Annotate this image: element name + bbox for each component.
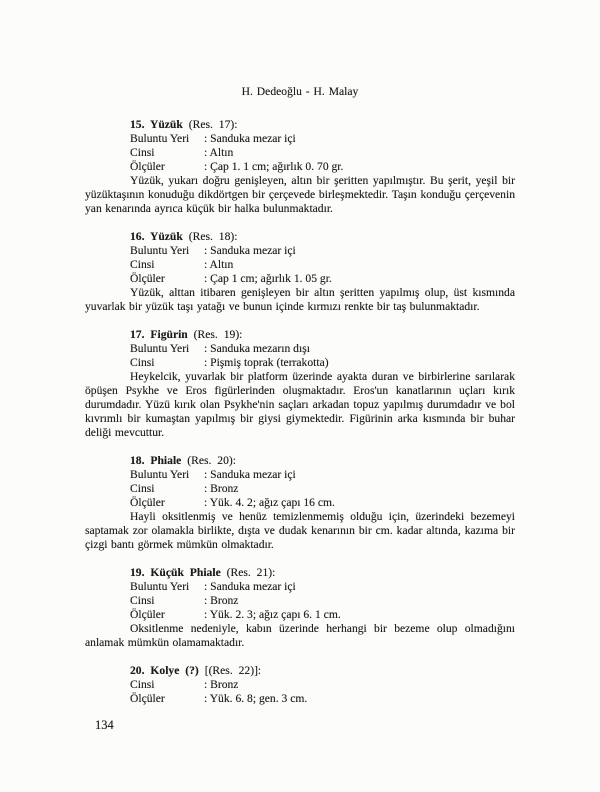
entry-heading	[85, 664, 515, 678]
field-label: Cinsi	[130, 146, 155, 159]
field-value: : Yük. 4. 2; ağız çapı 16 cm.	[204, 496, 335, 509]
field-value: : Altın	[204, 146, 234, 159]
catalog-entry	[85, 454, 515, 552]
field-label: Ölçüler	[130, 608, 165, 621]
catalog-entry	[85, 664, 515, 706]
field-label: Cinsi	[130, 258, 155, 271]
field-value: : Çap 1 cm; ağırlık 1. 05 gr.	[204, 272, 332, 285]
entry-reference: (Res. 18):	[188, 230, 238, 243]
field-label: Ölçüler	[130, 496, 165, 509]
entry-description: Yüzük, alttan itibaren genişleyen bir altın şeritten yapılmış olup, üst kısmında yuvarlak bir yüzük taşı yatağı ve bunun içinde kırmızı renkte bir taş bulunmaktadır.	[85, 286, 515, 313]
field-value: : Sanduka mezarın dışı	[204, 342, 310, 355]
field-label: Ölçüler	[130, 692, 165, 705]
catalog-entry	[85, 328, 515, 440]
field-value: : Sanduka mezar içi	[204, 580, 296, 593]
field-value: : Bronz	[204, 594, 239, 607]
entry-reference: [(Res. 22)]:	[204, 664, 262, 677]
field-label: Ölçüler	[130, 272, 165, 285]
field-value: : Pişmiş toprak (terrakotta)	[204, 356, 329, 369]
field-value: : Sanduka mezar içi	[204, 244, 296, 257]
catalog-entry	[85, 230, 515, 314]
field-label: Cinsi	[130, 356, 155, 369]
field-label: Buluntu Yeri	[130, 244, 190, 257]
entry-title: 17. Figürin	[130, 328, 188, 341]
entry-field-row	[85, 580, 515, 594]
entry-reference: (Res. 19):	[193, 328, 243, 341]
entry-field-row	[85, 496, 515, 510]
entry-heading	[85, 230, 515, 244]
catalog-entry	[85, 566, 515, 650]
entry-description: Hayli oksitlenmiş ve henüz temizlenmemiş olduğu için, üzerindeki bezemeyi saptamak zor olamakla birlikte, dışta ve dudak kenarının bir cm. kadar altında, kazıma bir çizgi bantı görmek mümkün olmaktadır.	[85, 510, 515, 551]
entry-field-row	[85, 482, 515, 496]
entry-description: Heykelcik, yuvarlak bir platform üzerinde ayakta duran ve birbirlerine sarılarak öpüşen Psykhe ve Eros figürlerinden oluşmaktadır. Eros'un kanatlarının uçları kırık durumdadır. Yüzü kırık olan Psykhe'nin saçları arkadan topuz yapılmış durumdadır ve bol kıvrımlı bir kumaştan yapılmış bir giysi giymektedir. Figürinin arka kısmında bir buhar deliği mevcuttur.	[85, 370, 515, 439]
entry-field-row	[85, 160, 515, 174]
entry-title: 18. Phiale	[130, 454, 182, 467]
field-value: : Bronz	[204, 482, 239, 495]
entry-heading	[85, 328, 515, 342]
entry-title: 20. Kolye (?)	[130, 664, 199, 677]
entry-field-row	[85, 132, 515, 146]
field-label: Buluntu Yeri	[130, 468, 190, 481]
entry-field-row	[85, 356, 515, 370]
entry-reference: (Res. 17):	[188, 118, 238, 131]
entry-heading	[85, 454, 515, 468]
field-label: Cinsi	[130, 482, 155, 495]
field-value: : Sanduka mezar içi	[204, 132, 296, 145]
field-label: Buluntu Yeri	[130, 580, 190, 593]
field-label: Buluntu Yeri	[130, 132, 190, 145]
field-value: : Sanduka mezar içi	[204, 468, 296, 481]
entry-field-row	[85, 608, 515, 622]
catalog-entry	[85, 118, 515, 216]
entry-title: 19. Küçük Phiale	[130, 566, 221, 579]
entry-reference: (Res. 21):	[226, 566, 276, 579]
running-header: H. Dedeoğlu - H. Malay	[241, 85, 359, 98]
entry-title: 16. Yüzük	[130, 230, 183, 243]
field-label: Ölçüler	[130, 160, 165, 173]
entry-description: Oksitlenme nedeniyle, kabın üzerinde herhangi bir bezeme olup olmadığını anlamak mümkün olamamaktadır.	[85, 622, 515, 649]
field-value: : Bronz	[204, 678, 239, 691]
field-value: : Çap 1. 1 cm; ağırlık 0. 70 gr.	[204, 160, 344, 173]
entry-field-row	[85, 272, 515, 286]
field-label: Cinsi	[130, 678, 155, 691]
entry-field-row	[85, 342, 515, 356]
field-value: : Altın	[204, 258, 234, 271]
entry-description: Yüzük, yukarı doğru genişleyen, altın bir şeritten yapılmıştır. Bu şerit, yeşil bir yüzüktaşının konuduğu dikdörtgen bir çerçevede birleşmektedir. Taşın konduğu çerçevenin yan kenarında ayrıca küçük bir halka bulunmaktadır.	[85, 174, 515, 215]
field-value: : Yük. 6. 8; gen. 3 cm.	[204, 692, 308, 705]
entry-heading	[85, 118, 515, 132]
entry-title: 15. Yüzük	[130, 118, 183, 131]
entry-field-row	[85, 468, 515, 482]
entry-field-row	[85, 258, 515, 272]
entry-field-row	[85, 244, 515, 258]
field-value: : Yük. 2. 3; ağız çapı 6. 1 cm.	[204, 608, 341, 621]
entry-heading	[85, 566, 515, 580]
entry-field-row	[85, 692, 515, 706]
catalog-entries	[85, 118, 515, 706]
page-number: 134	[95, 718, 114, 732]
entry-field-row	[85, 594, 515, 608]
field-label: Buluntu Yeri	[130, 342, 190, 355]
entry-field-row	[85, 146, 515, 160]
field-label: Cinsi	[130, 594, 155, 607]
entry-reference: (Res. 20):	[187, 454, 236, 467]
entry-field-row	[85, 678, 515, 692]
